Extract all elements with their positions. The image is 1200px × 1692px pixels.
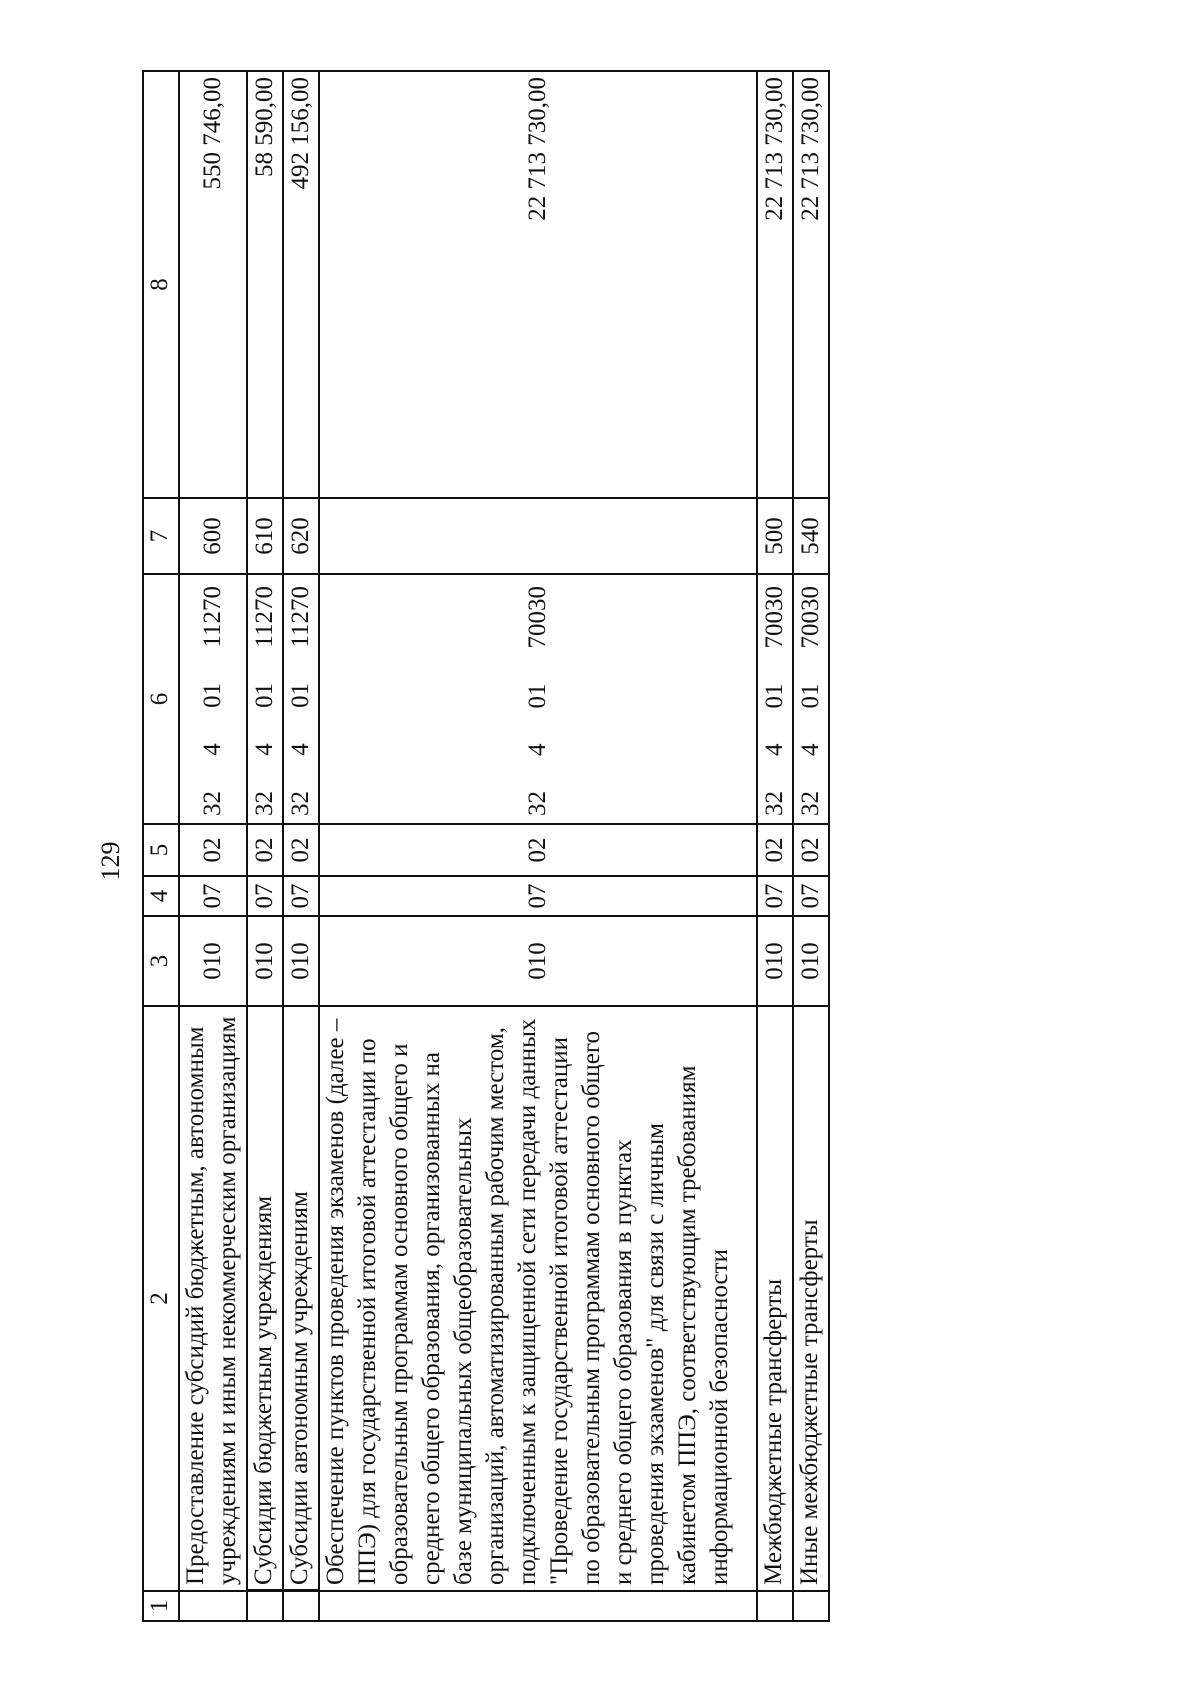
csr-part: 01	[761, 683, 788, 709]
row-name: Иные межбюджетные трансферты	[793, 1006, 829, 1591]
csr-part: 32	[287, 791, 314, 816]
header-col-8: 8	[143, 71, 179, 498]
row-code-4: 07	[757, 876, 793, 916]
csr-part: 01	[797, 683, 824, 709]
csr-part: 4	[761, 743, 788, 756]
csr-part: 4	[199, 743, 226, 756]
row-code-3: 010	[319, 916, 757, 1006]
table-row	[793, 71, 829, 1621]
row-code-3: 010	[283, 916, 319, 1006]
row-code-5: 02	[793, 824, 829, 876]
row-code-7: 600	[179, 498, 247, 574]
row-name: Субсидии бюджетным учреждениям	[247, 1006, 283, 1591]
csr-part: 4	[797, 743, 824, 756]
row-code-3: 010	[793, 916, 829, 1006]
csr-part: 01	[287, 682, 314, 708]
table-header-row	[143, 71, 179, 1621]
row-code-5: 02	[319, 824, 757, 876]
csr-part: 01	[251, 682, 278, 708]
row-code-5: 02	[283, 824, 319, 876]
row-name: Обеспечение пунктов проведения экзаменов (далее – ППЭ) для государственной итоговой аттестации по образовательным программам основного общего и среднего общего образования, организованных на базе муниципальных общеобразовательных организаций, автоматизированным рабочим местом, подключенным к защищенной сети передачи данных "Проведение государственной итоговой аттестации по образовательным программам основного общего и среднего общего образования в пунктах проведения экзаменов" для связи с личным кабинетом ППЭ, соответствующим требованиям информационной безопасности	[319, 1006, 757, 1591]
row-amount: 550 746,00	[179, 71, 247, 498]
table-row	[179, 71, 247, 1621]
row-number-cell	[283, 1591, 319, 1621]
csr-part: 11270	[287, 586, 314, 648]
row-amount: 22 713 730,00	[319, 71, 757, 498]
row-code-5: 02	[757, 824, 793, 876]
table-row	[757, 71, 793, 1621]
row-code-7: 500	[757, 498, 793, 574]
csr-part: 32	[199, 791, 226, 816]
row-code-7: 620	[283, 498, 319, 574]
header-col-5: 5	[143, 824, 179, 876]
row-code-4: 07	[319, 876, 757, 916]
row-number-cell	[179, 1591, 247, 1621]
row-code-7	[319, 498, 757, 574]
row-code-3: 010	[179, 916, 247, 1006]
csr-part: 70030	[761, 586, 788, 649]
row-number-cell	[757, 1591, 793, 1621]
row-csr	[793, 574, 829, 824]
row-code-4: 07	[283, 876, 319, 916]
row-code-5: 02	[247, 824, 283, 876]
header-col-3: 3	[143, 916, 179, 1006]
row-csr	[283, 574, 319, 824]
csr-part: 4	[287, 743, 314, 756]
row-amount: 492 156,00	[283, 71, 319, 498]
row-amount: 22 713 730,00	[793, 71, 829, 498]
csr-part: 4	[524, 743, 551, 756]
csr-part: 70030	[524, 586, 551, 649]
header-col-7: 7	[143, 498, 179, 574]
row-csr	[247, 574, 283, 824]
row-code-3: 010	[247, 916, 283, 1006]
row-number-cell	[793, 1591, 829, 1621]
row-code-7: 610	[247, 498, 283, 574]
csr-part: 01	[524, 683, 551, 709]
csr-part: 70030	[797, 586, 824, 649]
row-code-4: 07	[793, 876, 829, 916]
csr-part: 32	[251, 791, 278, 816]
table-row	[319, 71, 757, 1621]
budget-table	[142, 70, 830, 1622]
row-code-4: 07	[179, 876, 247, 916]
header-col-6: 6	[143, 574, 179, 824]
row-name: Субсидии автономным учреждениям	[283, 1006, 319, 1591]
row-number-cell	[247, 1591, 283, 1621]
row-code-7: 540	[793, 498, 829, 574]
csr-part: 01	[199, 682, 226, 708]
csr-part: 32	[761, 791, 788, 816]
header-col-1: 1	[143, 1591, 179, 1621]
row-csr	[179, 574, 247, 824]
header-col-2: 2	[143, 1006, 179, 1591]
row-code-5: 02	[179, 824, 247, 876]
page-number: 129	[96, 841, 125, 881]
row-name: Предоставление субсидий бюджетным, автономным учреждениям и иным некоммерческим организациям	[179, 1006, 247, 1591]
table-row	[247, 71, 283, 1621]
row-name: Межбюджетные трансферты	[757, 1006, 793, 1591]
csr-part: 11270	[199, 586, 226, 648]
row-amount: 22 713 730,00	[757, 71, 793, 498]
csr-part: 32	[524, 791, 551, 816]
csr-part: 32	[797, 791, 824, 816]
row-csr	[757, 574, 793, 824]
csr-part: 11270	[251, 586, 278, 648]
row-code-3: 010	[757, 916, 793, 1006]
rotated-table-container	[142, 72, 882, 1622]
row-amount: 58 590,00	[247, 71, 283, 498]
row-csr	[319, 574, 757, 824]
csr-part: 4	[251, 743, 278, 756]
table-row	[283, 71, 319, 1621]
header-col-4: 4	[143, 876, 179, 916]
row-number-cell	[319, 1591, 757, 1621]
row-code-4: 07	[247, 876, 283, 916]
